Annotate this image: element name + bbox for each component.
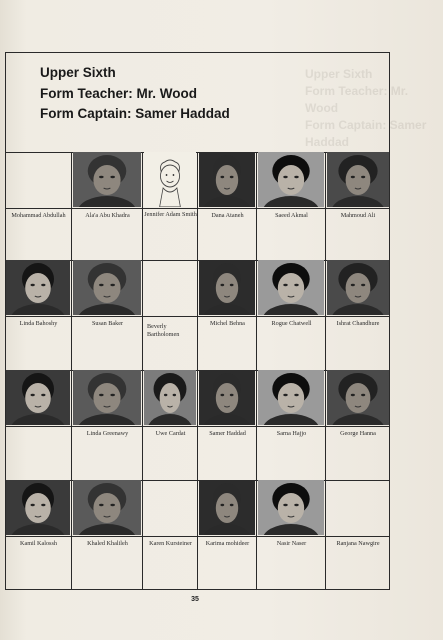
- form-teacher: Form Teacher: Mr. Wood: [40, 85, 198, 101]
- student-photo: [73, 260, 141, 315]
- student-cell: [5, 260, 72, 370]
- student-photo: [199, 480, 255, 535]
- student-cell: [72, 370, 143, 480]
- student-photo: [73, 370, 141, 425]
- class-header: [40, 63, 230, 125]
- form-captain: Form Captain: Samer Haddad: [40, 106, 230, 121]
- student-name: Dana Ataneh: [211, 212, 244, 219]
- student-photo: [327, 260, 389, 315]
- student-photo: [6, 480, 70, 535]
- student-cell: [72, 480, 143, 590]
- student-cell: [143, 152, 198, 260]
- student-name: Susan Baker: [91, 320, 124, 327]
- student-cell: [257, 152, 326, 260]
- student-cell: [143, 370, 198, 480]
- student-cell: [143, 480, 198, 590]
- student-cell: [326, 480, 390, 590]
- student-photo: [258, 152, 324, 207]
- student-cell: [326, 370, 390, 480]
- student-cell: [5, 152, 72, 260]
- student-name: Karen Kursteiner: [149, 540, 192, 547]
- student-name: George Hanna: [340, 430, 376, 437]
- student-name: Ala'a Abu Khadra: [85, 212, 130, 219]
- student-photo: [258, 370, 324, 425]
- student-cell: [198, 370, 257, 480]
- student-photo: [73, 480, 141, 535]
- student-name: Linda Greenawy: [86, 430, 129, 437]
- grid-bottom-border: [5, 589, 390, 590]
- student-name: Nasir Naser: [276, 540, 307, 547]
- student-cell: [5, 480, 72, 590]
- student-cell: [5, 370, 72, 480]
- student-cell: [257, 480, 326, 590]
- class-title: Upper Sixth: [40, 65, 116, 80]
- student-photo: [199, 152, 255, 207]
- student-photo: [73, 152, 141, 207]
- student-cell: [257, 370, 326, 480]
- student-name: Linda Bahoshy: [19, 320, 58, 327]
- student-photo: [327, 370, 389, 425]
- student-name: Ranjana Nawgire: [336, 540, 380, 547]
- student-name: Saeed Akmal: [275, 212, 308, 219]
- student-photo: [199, 260, 255, 315]
- student-photo: [258, 260, 324, 315]
- student-name: Jennifer Adam Smith: [144, 211, 197, 218]
- page-number: 35: [191, 596, 199, 603]
- student-photo: [199, 370, 255, 425]
- student-cell: [198, 260, 257, 370]
- student-name: Kamil Kalossh: [20, 540, 57, 547]
- student-cell: [198, 480, 257, 590]
- student-photo: [327, 152, 389, 207]
- student-name: Mahmoud Ali: [340, 212, 376, 219]
- cartoon-drawing: [144, 152, 196, 207]
- student-photo: [258, 480, 324, 535]
- student-cell: [72, 260, 143, 370]
- student-cell: [326, 152, 390, 260]
- student-photo: [6, 370, 70, 425]
- student-name: Samer Haddad: [209, 430, 246, 437]
- student-cell: [198, 152, 257, 260]
- student-name: Sarna Hajjo: [276, 430, 307, 437]
- student-name: Beverly Bartholomen: [147, 323, 180, 338]
- student-name: Mohammad Abdullah: [11, 212, 66, 219]
- student-name: Khaled Khalileh: [87, 540, 128, 547]
- student-name: Michel Behna: [210, 320, 245, 327]
- student-cell: [326, 260, 390, 370]
- show-through-text: Upper Sixth Form Teacher: Mr. Wood Form Captain: Samer Haddad: [305, 67, 427, 149]
- student-cell: [143, 260, 198, 370]
- student-name: Uwe Cardat: [155, 430, 186, 437]
- student-name: Karima mohideer: [205, 540, 250, 547]
- student-photo: [144, 370, 196, 425]
- student-cell: [72, 152, 143, 260]
- student-name: Rogue Chatwell: [271, 320, 312, 327]
- student-photo: [6, 260, 70, 315]
- student-cell: [257, 260, 326, 370]
- student-name: Ishrat Chandhure: [336, 320, 380, 327]
